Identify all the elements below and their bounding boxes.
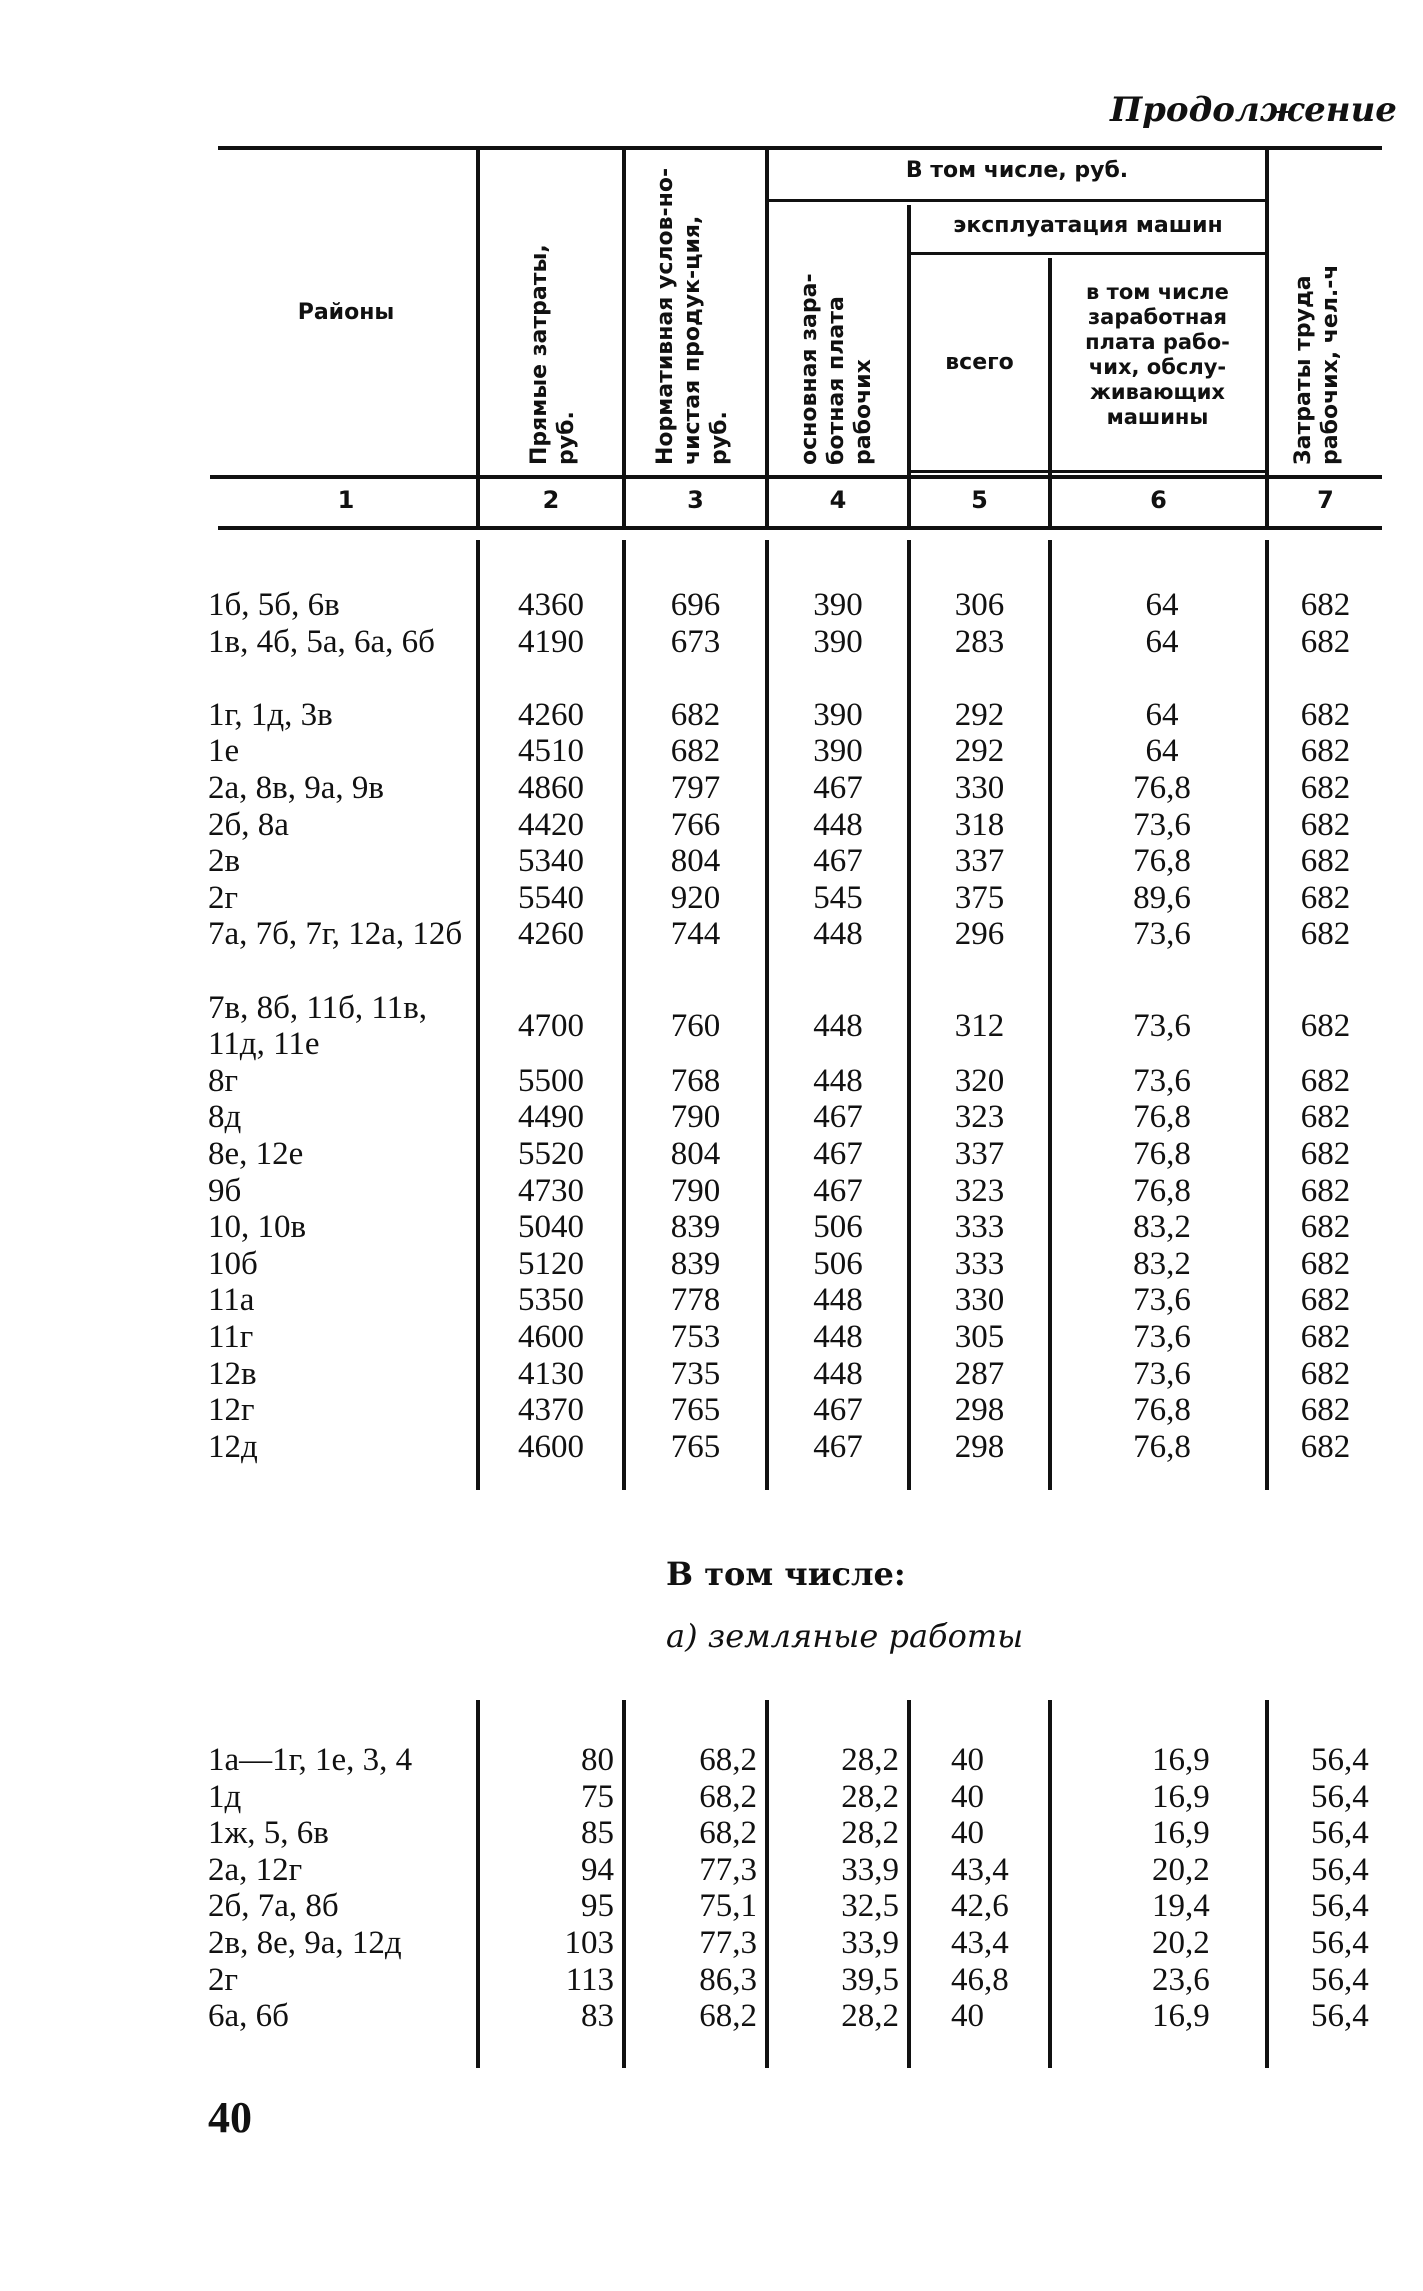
sub-cell-c6: 23,6: [1152, 1961, 1210, 1998]
main-cell-c2: 5500: [518, 1062, 584, 1099]
sub-cell-c2: 94: [581, 1851, 614, 1888]
main-cell-c5: 320: [954, 1062, 1005, 1099]
main-cell-c7: 682: [1300, 1428, 1351, 1465]
main-cell-c6: 76,8: [1133, 1136, 1191, 1172]
main-region: 10б: [208, 1245, 258, 1282]
header-vline-6: [1265, 150, 1269, 526]
main-cell-c5: 330: [954, 770, 1005, 806]
header-base-wage: основная зара-ботная плата рабочих: [797, 273, 876, 465]
main-region: 12г: [208, 1392, 255, 1429]
main-cell-c5: 337: [954, 1136, 1005, 1172]
main-cell-c6: 76,8: [1133, 1172, 1191, 1209]
sub-cell-c7: 56,4: [1311, 1925, 1369, 1961]
header-total: всего: [945, 350, 1014, 375]
main-cell-c7: 682: [1300, 733, 1351, 770]
sub-cell-c4: 28,2: [841, 1742, 899, 1778]
sub-cell-c7: 56,4: [1311, 1961, 1369, 1998]
main-cell-c7: 682: [1300, 1282, 1351, 1319]
main-cell-c7: 682: [1300, 916, 1351, 953]
main-cell-c4: 390: [813, 587, 863, 623]
main-cell-c5: 323: [954, 1099, 1005, 1136]
main-cell-c7: 682: [1300, 587, 1351, 623]
main-region: 7а, 7б, 7г, 12а, 12б: [208, 916, 463, 953]
colnum-7: 7: [1317, 486, 1334, 514]
sub-cell-c7: 56,4: [1311, 1851, 1369, 1888]
main-cell-c4: 390: [813, 623, 863, 660]
earthworks-label: а) земляные работы: [666, 1617, 1024, 1655]
header-vline-1: [476, 150, 480, 526]
main-cell-c7: 682: [1300, 1136, 1351, 1172]
sub-cell-c3: 68,2: [699, 1998, 757, 2035]
main-cell-c6: 73,6: [1133, 806, 1191, 843]
sub-cell-c3: 68,2: [699, 1815, 757, 1852]
main-cell-c2: 5340: [518, 843, 584, 880]
sub-cell-c6: 16,9: [1152, 1778, 1210, 1815]
header-machine-wage: в том числе заработная плата рабо-чих, обслу-живающих машины: [1085, 280, 1230, 429]
main-cell-c5: 337: [954, 843, 1005, 880]
sub-cell-c5: 40: [951, 1998, 984, 2035]
sub-cell-c6: 16,9: [1152, 1998, 1210, 2035]
main-region: 8д: [208, 1099, 242, 1136]
sub-cell-c4: 39,5: [841, 1961, 899, 1998]
main-cell-c6: 73,6: [1133, 1319, 1191, 1355]
colnum-1: 1: [337, 486, 355, 514]
header-bottom-rule: [210, 475, 1382, 479]
main-cell-c7: 682: [1300, 1099, 1351, 1136]
sub-cell-c4: 28,2: [841, 1998, 899, 2035]
main-cell-c7: 682: [1300, 1245, 1351, 1282]
main-cell-c2: 4130: [518, 1355, 584, 1392]
main-cell-c6: 83,2: [1133, 1245, 1191, 1282]
sub-region: 6а, 6б: [208, 1998, 289, 2035]
sub-cell-c3: 68,2: [699, 1742, 757, 1778]
main-cell-c6: 64: [1145, 696, 1179, 733]
main-cell-c7: 682: [1300, 1209, 1351, 1246]
main-cell-c2: 4260: [518, 696, 584, 733]
main-cell-c3: 797: [670, 770, 721, 806]
page-number: 40: [208, 2093, 252, 2142]
sub-cell-c3: 77,3: [699, 1925, 757, 1961]
main-cell-c3: 804: [670, 1136, 721, 1172]
main-cell-c6: 76,8: [1133, 770, 1191, 806]
main-cell-c4: 448: [813, 916, 863, 953]
sub-region: 1ж, 5, 6в: [208, 1815, 329, 1852]
main-cell-c4: 390: [813, 696, 863, 733]
sub-vline-4: [907, 1700, 911, 2068]
main-cell-c7: 682: [1300, 1355, 1351, 1392]
sub-cell-c6: 16,9: [1152, 1742, 1210, 1778]
sub-cell-c3: 86,3: [699, 1961, 757, 1998]
main-cell-c3: 790: [670, 1172, 721, 1209]
main-cell-c4: 448: [813, 1062, 863, 1099]
main-cell-c4: 467: [813, 843, 863, 880]
group-machine-rule: [911, 252, 1265, 255]
main-cell-c6: 73,6: [1133, 1007, 1191, 1044]
sub-cell-c6: 20,2: [1152, 1925, 1210, 1961]
main-cell-c2: 4730: [518, 1172, 584, 1209]
main-region: 1в, 4б, 5а, 6а, 6б: [208, 623, 435, 660]
header-group-including: В том числе, руб.: [905, 158, 1129, 183]
colnum-2: 2: [542, 486, 560, 514]
sub-cell-c2: 85: [581, 1815, 614, 1852]
main-cell-c2: 4260: [518, 916, 584, 953]
sub-cell-c2: 80: [581, 1742, 614, 1778]
main-cell-c5: 298: [954, 1428, 1005, 1465]
main-cell-c2: 4600: [518, 1428, 584, 1465]
main-cell-c7: 682: [1300, 1007, 1351, 1044]
main-cell-c3: 735: [670, 1355, 721, 1392]
main-cell-c3: 804: [670, 843, 721, 880]
main-cell-c5: 333: [954, 1245, 1005, 1282]
main-region: 10, 10в: [208, 1209, 307, 1246]
sub-cell-c5: 40: [951, 1742, 984, 1778]
main-cell-c7: 682: [1300, 843, 1351, 880]
main-cell-c6: 73,6: [1133, 1282, 1191, 1319]
main-cell-c3: 778: [670, 1282, 721, 1319]
header-direct-costs: Прямые затраты, руб.: [527, 244, 579, 465]
header-top-rule: [218, 146, 1382, 150]
sub-cell-c7: 56,4: [1311, 1778, 1369, 1815]
main-cell-c5: 306: [954, 587, 1005, 623]
sub-cell-c7: 56,4: [1311, 1888, 1369, 1925]
sub-region: 2б, 7а, 8б: [208, 1888, 339, 1925]
continued-label: Продолжение: [1110, 90, 1397, 130]
sub-region: 1а—1г, 1е, 3, 4: [208, 1742, 413, 1778]
main-cell-c3: 765: [670, 1392, 721, 1429]
main-cell-c3: 790: [670, 1099, 721, 1136]
header-normative-output: Нормативная услов-но-чистая продук-ция, руб.: [653, 167, 732, 465]
sub-cell-c5: 42,6: [951, 1888, 1009, 1925]
sub-cell-c2: 83: [581, 1998, 614, 2035]
sub-cell-c5: 43,4: [951, 1925, 1009, 1961]
main-cell-c5: 292: [954, 733, 1005, 770]
main-cell-c7: 682: [1300, 1392, 1351, 1429]
including-label: В том числе:: [666, 1555, 906, 1593]
sub-cell-c2: 113: [565, 1961, 614, 1998]
main-cell-c5: 305: [954, 1319, 1005, 1355]
main-cell-c6: 73,6: [1133, 916, 1191, 953]
header-vline-3: [765, 150, 769, 526]
main-cell-c7: 682: [1300, 696, 1351, 733]
main-region: 8г: [208, 1062, 239, 1099]
main-cell-c3: 753: [670, 1319, 721, 1355]
header-regions: Районы: [297, 300, 395, 325]
main-cell-c7: 682: [1300, 623, 1351, 660]
sub-cell-c4: 33,9: [841, 1925, 899, 1961]
main-cell-c2: 5520: [518, 1136, 584, 1172]
main-cell-c4: 467: [813, 1428, 863, 1465]
main-cell-c7: 682: [1300, 1172, 1351, 1209]
sub-cell-c7: 56,4: [1311, 1998, 1369, 2035]
sub-cell-c6: 16,9: [1152, 1815, 1210, 1852]
sub-cell-c2: 95: [581, 1888, 614, 1925]
sub-cell-c5: 43,4: [951, 1851, 1009, 1888]
main-cell-c6: 83,2: [1133, 1209, 1191, 1246]
sub-region: 1д: [208, 1778, 242, 1815]
main-cell-c4: 467: [813, 1099, 863, 1136]
main-cell-c2: 4700: [518, 1007, 584, 1044]
main-cell-c5: 375: [954, 879, 1005, 916]
main-cell-c4: 467: [813, 1172, 863, 1209]
header-labor: Затраты труда рабочих, чел.-ч: [1291, 264, 1343, 465]
main-region: 1е: [208, 733, 240, 770]
main-cell-c3: 920: [670, 879, 721, 916]
main-cell-c6: 76,8: [1133, 1392, 1191, 1429]
main-region: 11а: [208, 1282, 255, 1319]
main-cell-c7: 682: [1300, 1062, 1351, 1099]
main-cell-c4: 448: [813, 1282, 863, 1319]
sub-cell-c4: 28,2: [841, 1778, 899, 1815]
colnum-6: 6: [1150, 486, 1167, 514]
main-cell-c5: 292: [954, 696, 1005, 733]
main-cell-c4: 545: [813, 879, 863, 916]
main-region: 1г, 1д, 3в: [208, 696, 333, 733]
main-cell-c4: 506: [813, 1209, 863, 1246]
sub-cell-c5: 46,8: [951, 1961, 1009, 1998]
main-cell-c6: 64: [1145, 733, 1179, 770]
main-region: 11г: [208, 1319, 254, 1355]
main-cell-c5: 298: [954, 1392, 1005, 1429]
main-cell-c6: 76,8: [1133, 1428, 1191, 1465]
main-cell-c3: 744: [670, 916, 721, 953]
main-cell-c4: 448: [813, 1319, 863, 1355]
main-region: 1б, 5б, 6в: [208, 587, 340, 623]
sub-cell-c5: 40: [951, 1778, 984, 1815]
sub-region: 2г: [208, 1961, 239, 1998]
main-cell-c6: 64: [1145, 587, 1179, 623]
main-cell-c2: 4860: [518, 770, 584, 806]
main-cell-c2: 4420: [518, 806, 584, 843]
header-vline-2: [622, 150, 626, 526]
main-cell-c3: 673: [670, 623, 721, 660]
main-cell-c4: 448: [813, 1007, 863, 1044]
main-cell-c2: 5350: [518, 1282, 584, 1319]
body-vline-5: [1048, 540, 1052, 1490]
sub-cell-c5: 40: [951, 1815, 984, 1852]
main-cell-c2: 4360: [518, 587, 584, 623]
main-cell-c6: 76,8: [1133, 843, 1191, 880]
sub-vline-6: [1265, 1700, 1269, 2068]
sub-cell-c3: 68,2: [699, 1778, 757, 1815]
main-cell-c5: 283: [954, 623, 1005, 660]
main-region: 2а, 8в, 9а, 9в: [208, 770, 384, 806]
main-cell-c4: 467: [813, 1136, 863, 1172]
main-cell-c4: 467: [813, 770, 863, 806]
main-region: 12в: [208, 1355, 257, 1392]
main-cell-c3: 682: [670, 733, 721, 770]
sub-cell-c6: 19,4: [1152, 1888, 1210, 1925]
sub-cell-c4: 32,5: [841, 1888, 899, 1925]
sub-cell-c2: 75: [581, 1778, 614, 1815]
main-cell-c3: 839: [670, 1245, 721, 1282]
main-cell-c4: 448: [813, 1355, 863, 1392]
sub-cell-c2: 103: [564, 1925, 614, 1961]
sub-cell-c4: 33,9: [841, 1851, 899, 1888]
main-cell-c4: 448: [813, 806, 863, 843]
main-cell-c7: 682: [1300, 806, 1351, 843]
main-cell-c2: 4510: [518, 733, 584, 770]
colnum-4: 4: [829, 486, 847, 514]
main-cell-c5: 318: [954, 806, 1005, 843]
main-cell-c5: 323: [954, 1172, 1005, 1209]
main-cell-c2: 4190: [518, 623, 584, 660]
sub-cell-c4: 28,2: [841, 1815, 899, 1852]
main-cell-c6: 89,6: [1133, 879, 1191, 916]
main-region: 9б: [208, 1172, 242, 1209]
main-cell-c3: 760: [670, 1007, 721, 1044]
sub-region: 2в, 8е, 9а, 12д: [208, 1925, 402, 1961]
main-cell-c3: 696: [670, 587, 721, 623]
sub-cell-c6: 20,2: [1152, 1851, 1210, 1888]
main-cell-c6: 76,8: [1133, 1099, 1191, 1136]
main-cell-c2: 5540: [518, 879, 584, 916]
main-cell-c2: 5040: [518, 1209, 584, 1246]
sub-cell-c7: 56,4: [1311, 1742, 1369, 1778]
main-cell-c5: 287: [954, 1355, 1005, 1392]
main-cell-c5: 296: [954, 916, 1005, 953]
sub-cell-c7: 56,4: [1311, 1815, 1369, 1852]
main-cell-c3: 766: [670, 806, 721, 843]
header-group-machine: эксплуатация машин: [953, 213, 1223, 238]
sub-region: 2а, 12г: [208, 1851, 303, 1888]
main-region: 2б, 8а: [208, 806, 289, 843]
main-region: 12д: [208, 1428, 258, 1465]
main-cell-c4: 467: [813, 1392, 863, 1429]
colnum-5: 5: [971, 486, 988, 514]
main-region: 2в: [208, 843, 241, 880]
colnum-bottom-rule: [218, 526, 1382, 530]
main-cell-c3: 682: [670, 696, 721, 733]
sub-cell-c3: 75,1: [699, 1888, 757, 1925]
main-cell-c3: 765: [670, 1428, 721, 1465]
main-cell-c4: 506: [813, 1245, 863, 1282]
main-cell-c2: 4370: [518, 1392, 584, 1429]
main-cell-c2: 4600: [518, 1319, 584, 1355]
main-cell-c5: 333: [954, 1209, 1005, 1246]
main-region: 7в, 8б, 11б, 11в, 11д, 11е: [208, 989, 428, 1062]
main-cell-c5: 330: [954, 1282, 1005, 1319]
colnum-3: 3: [687, 486, 704, 514]
main-cell-c4: 390: [813, 733, 863, 770]
main-cell-c3: 839: [670, 1209, 721, 1246]
group-including-rule: [769, 199, 1265, 202]
main-cell-c5: 312: [954, 1007, 1005, 1044]
main-cell-c7: 682: [1300, 879, 1351, 916]
main-cell-c7: 682: [1300, 1319, 1351, 1355]
main-cell-c6: 73,6: [1133, 1062, 1191, 1099]
main-cell-c3: 768: [670, 1062, 721, 1099]
sub-vline-5: [1048, 1700, 1052, 2068]
main-region: 8е, 12е: [208, 1136, 304, 1172]
main-cell-c2: 4490: [518, 1099, 584, 1136]
main-cell-c6: 73,6: [1133, 1355, 1191, 1392]
sub-cell-c3: 77,3: [699, 1851, 757, 1888]
main-region: 2г: [208, 879, 239, 916]
machine-subcols-rule: [911, 470, 1265, 473]
main-cell-c7: 682: [1300, 770, 1351, 806]
main-cell-c6: 64: [1145, 623, 1179, 660]
main-cell-c2: 5120: [518, 1245, 584, 1282]
